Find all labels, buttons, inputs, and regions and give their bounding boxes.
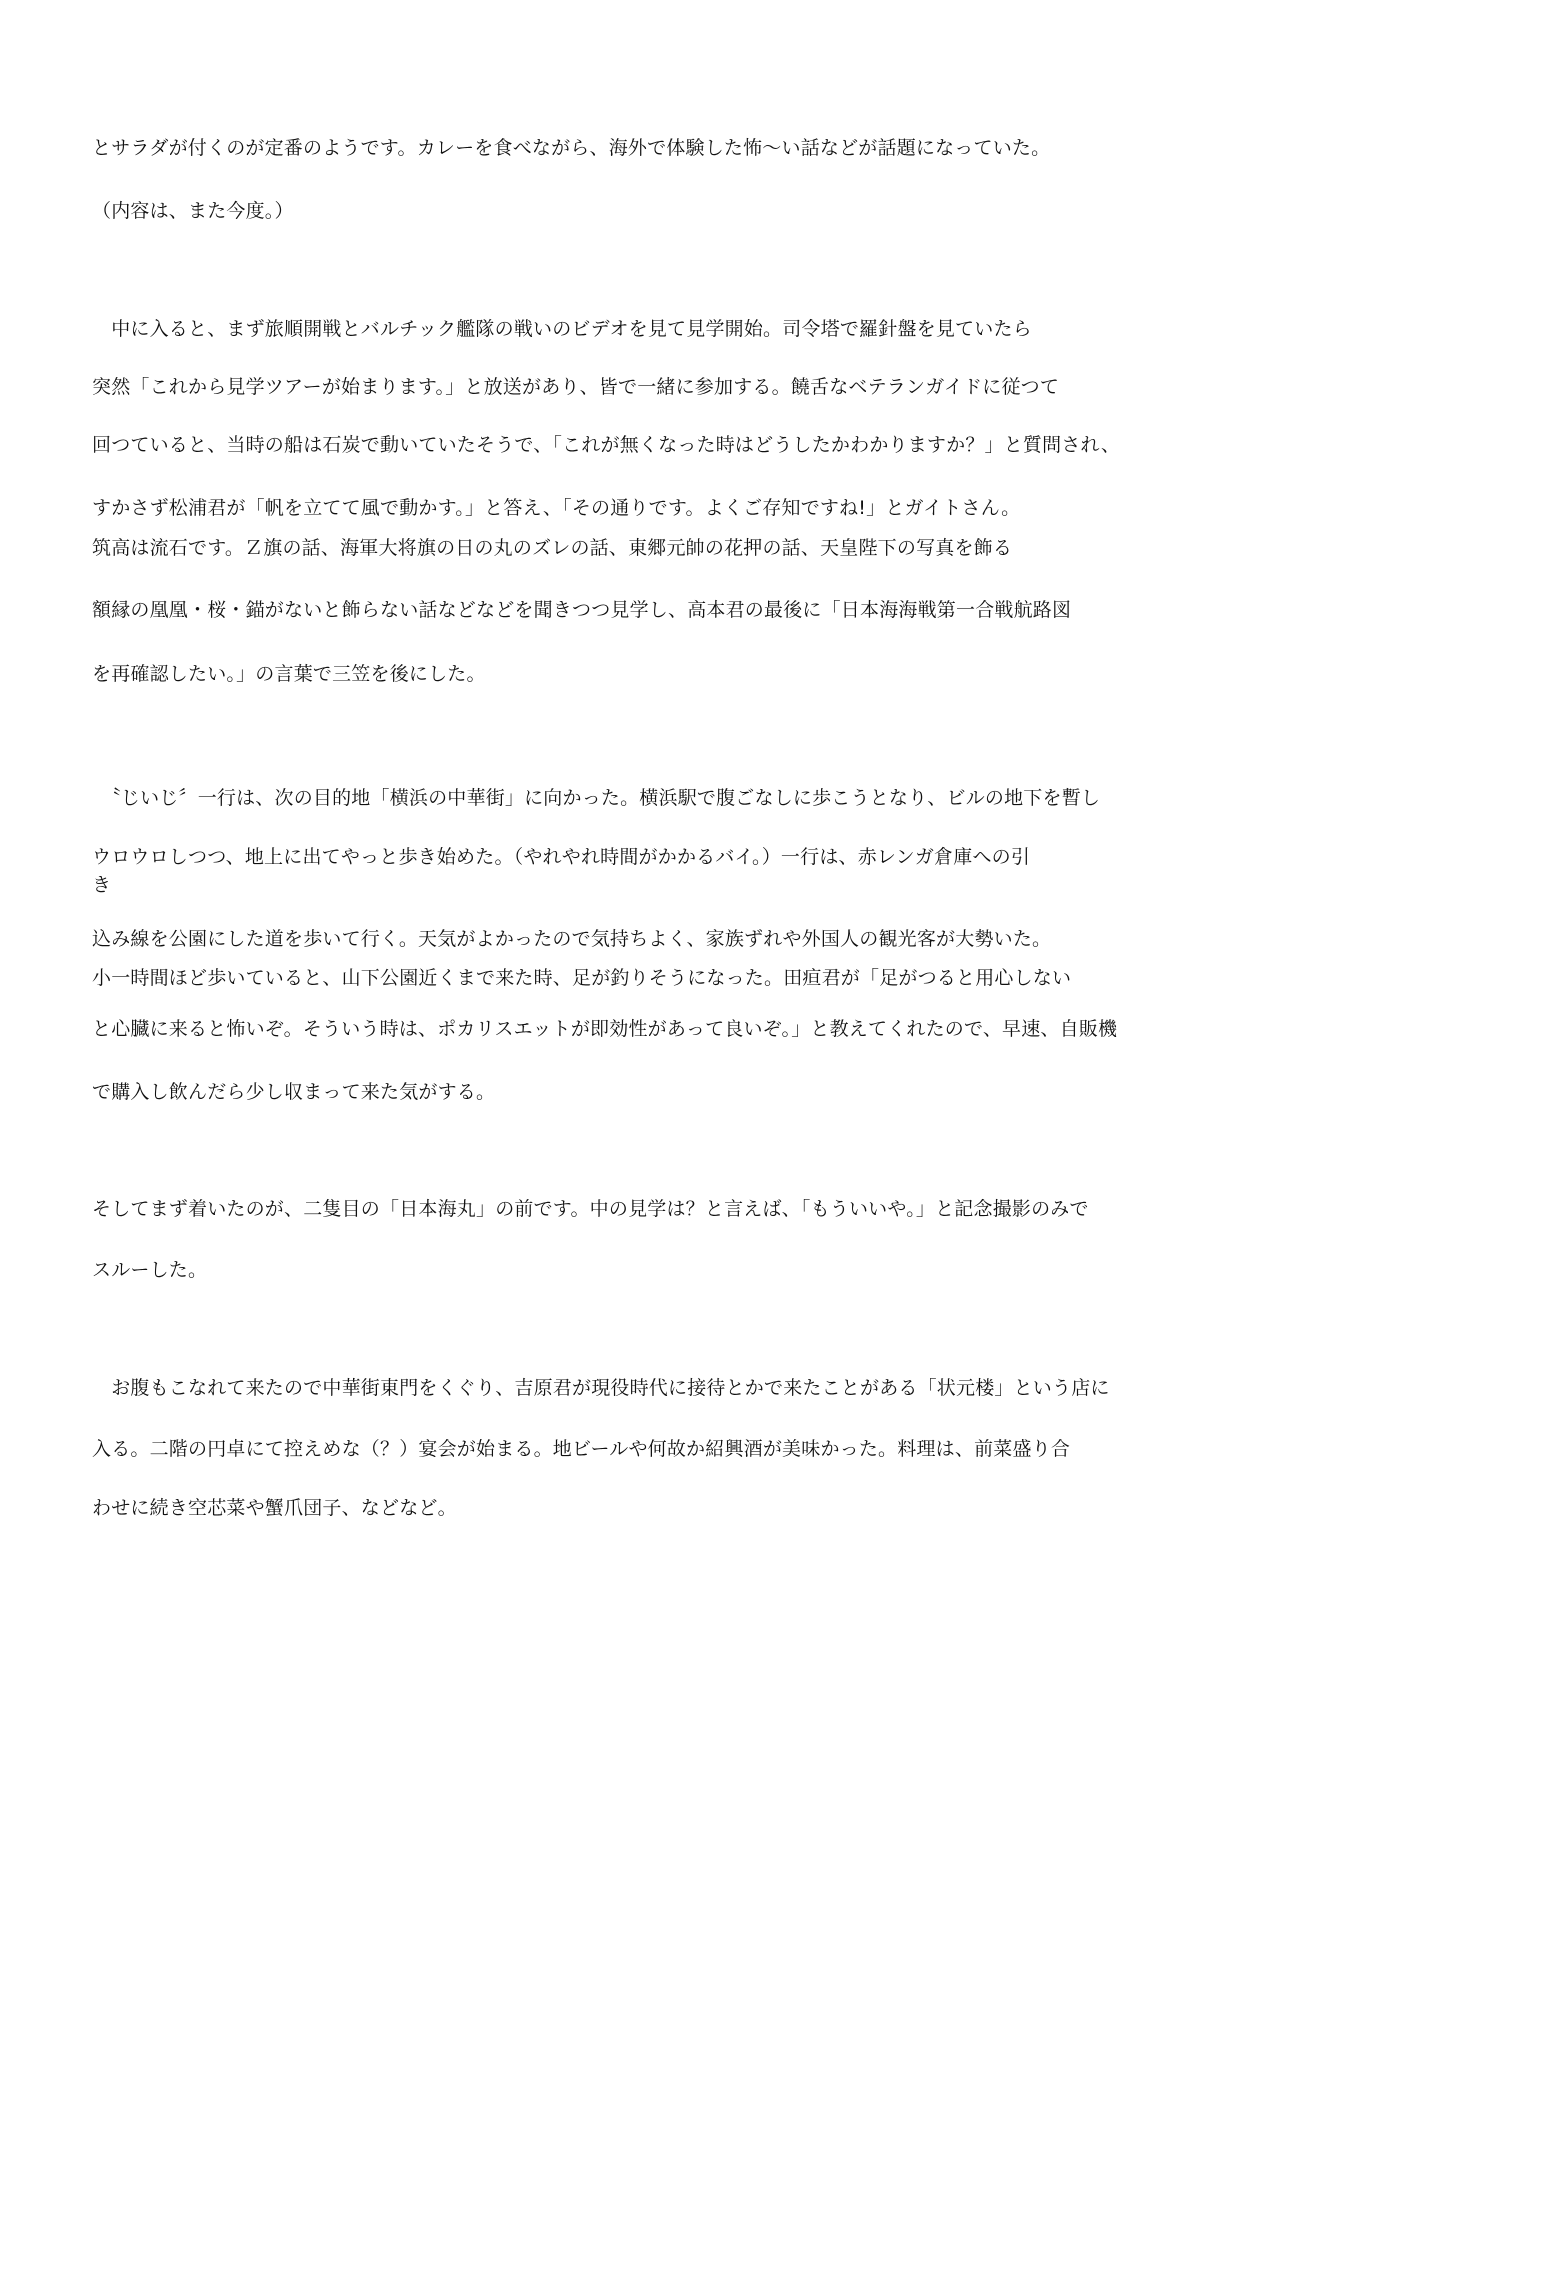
- text-line-4: 突然「これから見学ツアーが始まります。」と放送があり、皆で一緒に参加する。饒舌なベテランガイドに従つて: [92, 376, 1060, 398]
- text-line-19: 入る。二階の円卓にて控えめな（？）宴会が始まる。地ビールや何故か紹興酒が美味かった。料理は、前菜盛り合: [92, 1438, 1071, 1460]
- text-line-2: （内容は、また今度。）: [92, 200, 294, 222]
- text-line-11: ウロウロしつつ、地上に出てやっと歩き始めた。（やれやれ時間がかかるバイ。）一行は、赤レンガ倉庫への引: [92, 846, 1031, 868]
- text-line-17: スルーした。: [92, 1259, 208, 1281]
- text-line-9: を再確認したい。」の言葉で三笠を後にした。: [92, 663, 486, 685]
- text-line-6: すかさず松浦君が「帆を立てて風で動かす。」と答え、「その通りです。よくご存知ですね!」とガイトさん。: [92, 497, 1021, 519]
- text-line-10: 〝じいじ〞一行は、次の目的地「横浜の中華街」に向かった。横浜駅で腹ごなしに歩こうとなり、ビルの地下を暫し: [92, 787, 1101, 809]
- text-line-14: と心臓に来ると怖いぞ。そういう時は、ポカリスエットが即効性があって良いぞ。」と教えてくれたので、早速、自販機: [92, 1018, 1118, 1040]
- text-line-7: 筑高は流石です。Ｚ旗の話、海軍大将旗の日の丸のズレの話、東郷元帥の花押の話、天皇陛下の写真を飾る: [92, 537, 1013, 559]
- text-line-5: 回つていると、当時の船は石炭で動いていたそうで、「これが無くなった時はどうしたかわかりますか？」と質問され、: [92, 434, 1121, 456]
- text-line-16: そしてまず着いたのが、二隻目の「日本海丸」の前です。中の見学は？と言えば、「もういいや。」と記念撮影のみで: [92, 1198, 1089, 1220]
- text-line-8: 額縁の凰凰・桜・錨がないと飾らない話などなどを聞きつつ見学し、高本君の最後に「日本海海戦第一合戦航路図: [92, 599, 1072, 621]
- text-line-1: とサラダが付くのが定番のようです。カレーを食べながら、海外で体験した怖〜い話などが話題になっていた。: [92, 137, 1051, 159]
- text-line-13: 小一時間ほど歩いていると、山下公園近くまで来た時、足が釣りそうになった。田疸君が「足がつると用心しない: [92, 967, 1072, 989]
- text-line-12: 込み線を公園にした道を歩いて行く。天気がよかったので気持ちよく、家族ずれや外国人の観光客が大勢いた。: [92, 928, 1052, 950]
- text-line-15: で購入し飲んだら少し収まって来た気がする。: [92, 1081, 496, 1103]
- text-line-20: わせに続き空芯菜や蟹爪団子、などなど。: [92, 1497, 457, 1519]
- text-line-3: 中に入ると、まず旅順開戦とバルチック艦隊の戦いのビデオを見て見学開始。司令塔で羅針盤を見ていたら: [92, 318, 1032, 340]
- text-line-11-wrap: き: [92, 874, 112, 896]
- text-line-18: お腹もこなれて来たので中華街東門をくぐり、吉原君が現役時代に接待とかで来たことがある「状元楼」という店に: [92, 1377, 1110, 1399]
